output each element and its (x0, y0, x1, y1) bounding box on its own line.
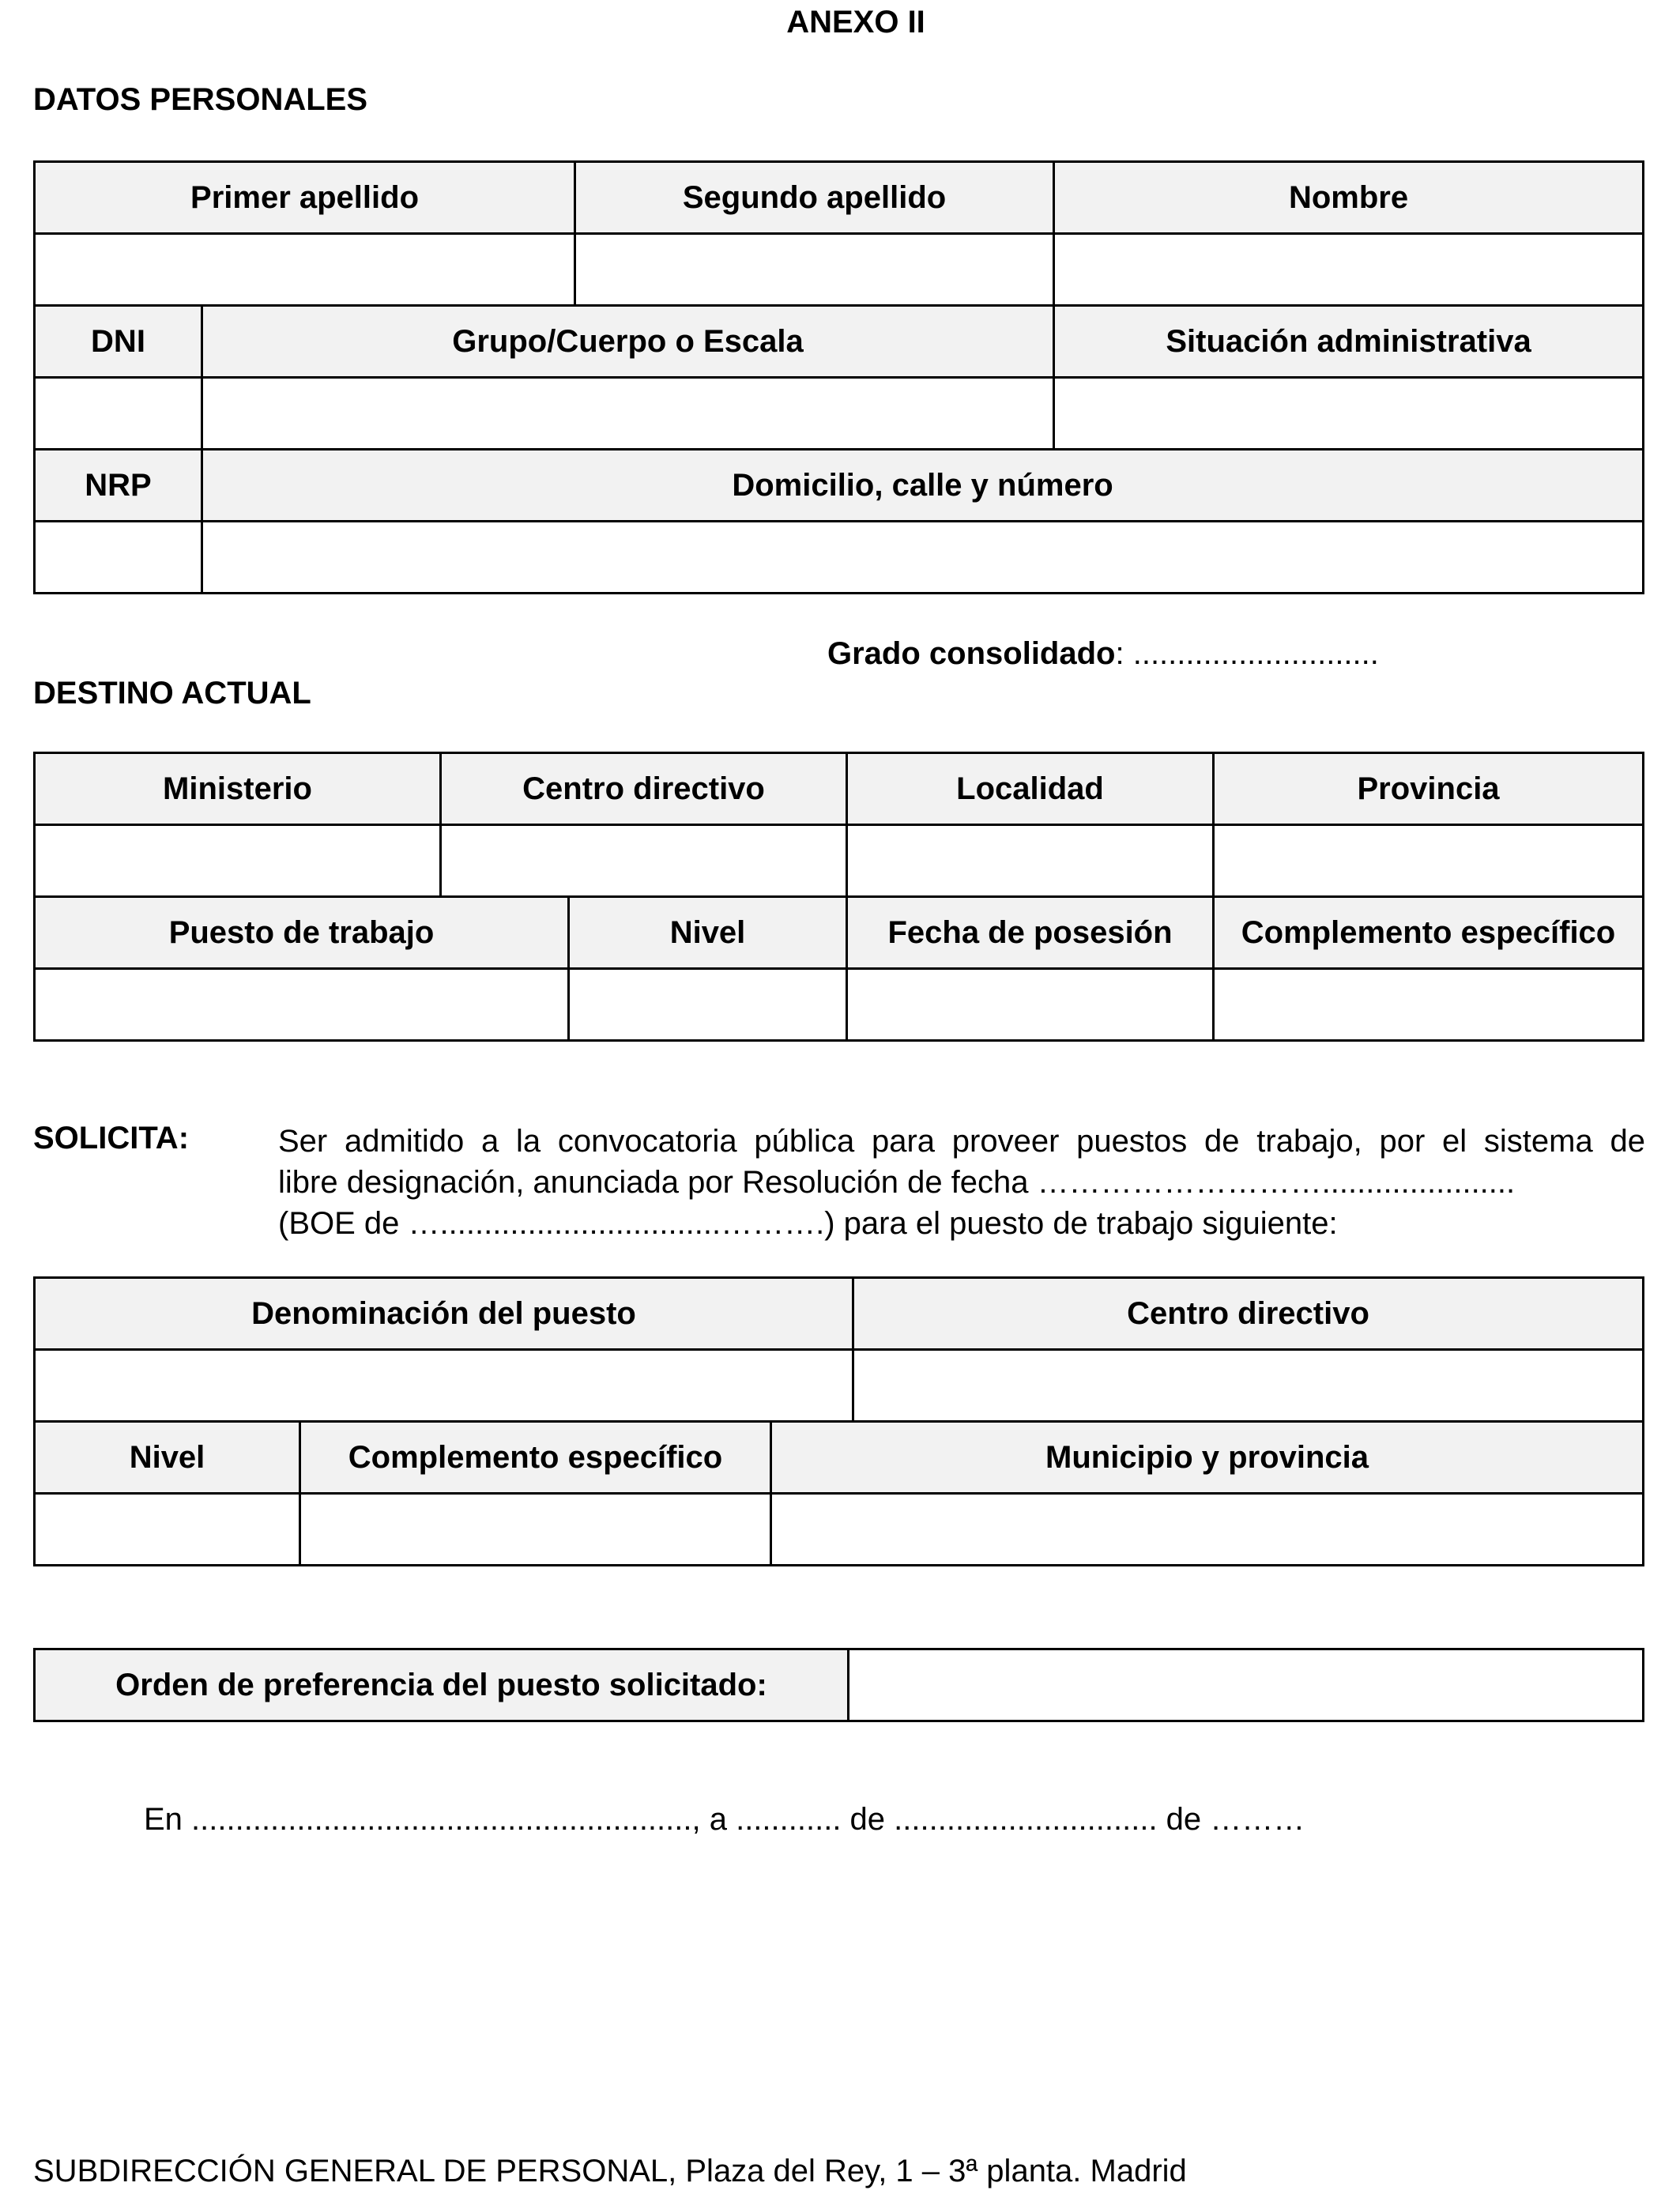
header-nombre: Nombre (1054, 162, 1644, 234)
header-denominacion-del-puesto: Denominación del puesto (35, 1278, 853, 1350)
destino-actual-table (33, 752, 1644, 1042)
dni-field[interactable] (35, 378, 202, 450)
nrp-field[interactable] (35, 522, 202, 594)
header-situacion-administrativa: Situación administrativa (1054, 306, 1644, 378)
centro-directivo-field[interactable] (441, 825, 847, 897)
preference-label: Orden de preferencia del puesto solicitado: (35, 1649, 849, 1721)
header-puesto-de-trabajo: Puesto de trabajo (35, 897, 569, 969)
grado-consolidado-label: Grado consolidado (827, 636, 1116, 671)
header-nrp: NRP (35, 450, 202, 522)
header-nivel: Nivel (569, 897, 847, 969)
puesto-solicitado-table (33, 1276, 1644, 1566)
grado-consolidado-field[interactable]: : ............................ (1115, 636, 1379, 671)
personal-data-heading: DATOS PERSONALES (33, 82, 368, 117)
annex-title: ANEXO II (786, 5, 925, 40)
header-ministerio: Ministerio (35, 753, 441, 825)
place-date-line[interactable]: En ........................................................., a ............ de .............................. de ……… (144, 1802, 1305, 1837)
solicita-line: libre designación, anunciada por Resolución de fecha ………………………...................... (278, 1165, 1516, 1200)
nivel-field[interactable] (569, 969, 847, 1041)
header-centro-directivo-puesto: Centro directivo (853, 1278, 1644, 1350)
header-complemento-especifico-puesto: Complemento específico (300, 1422, 771, 1494)
preference-table (33, 1648, 1644, 1722)
header-fecha-de-posesion: Fecha de posesión (847, 897, 1214, 969)
nivel-puesto-field[interactable] (35, 1494, 300, 1566)
header-centro-directivo: Centro directivo (441, 753, 847, 825)
denominacion-del-puesto-field[interactable] (35, 1350, 853, 1422)
solicita-text (278, 1121, 1645, 1244)
complemento-especifico-puesto-field[interactable] (300, 1494, 771, 1566)
header-provincia: Provincia (1214, 753, 1644, 825)
ministerio-field[interactable] (35, 825, 441, 897)
puesto-de-trabajo-field[interactable] (35, 969, 569, 1041)
complemento-especifico-field[interactable] (1214, 969, 1644, 1041)
domicilio-field[interactable] (202, 522, 1644, 594)
segundo-apellido-field[interactable] (575, 234, 1054, 306)
solicita-line: Ser admitido a la convocatoria pública para proveer puestos de trabajo, por el sistema de (278, 1124, 1645, 1159)
destino-actual-heading: DESTINO ACTUAL (33, 676, 311, 711)
solicita-label: SOLICITA: (33, 1121, 190, 1155)
header-grupo-cuerpo-escala: Grupo/Cuerpo o Escala (202, 306, 1054, 378)
header-domicilio: Domicilio, calle y número (202, 450, 1644, 522)
header-nivel-puesto: Nivel (35, 1422, 300, 1494)
centro-directivo-puesto-field[interactable] (853, 1350, 1644, 1422)
solicita-line: (BOE de …................................……….) para el puesto de trabajo siguiente: (278, 1206, 1338, 1241)
grupo-cuerpo-escala-field[interactable] (202, 378, 1054, 450)
header-primer-apellido: Primer apellido (35, 162, 575, 234)
primer-apellido-field[interactable] (35, 234, 575, 306)
municipio-y-provincia-field[interactable] (771, 1494, 1644, 1566)
header-municipio-y-provincia: Municipio y provincia (771, 1422, 1644, 1494)
preference-field[interactable] (849, 1649, 1644, 1721)
header-localidad: Localidad (847, 753, 1214, 825)
grado-consolidado-line (827, 636, 1379, 672)
provincia-field[interactable] (1214, 825, 1644, 897)
header-complemento-especifico: Complemento específico (1214, 897, 1644, 969)
header-segundo-apellido: Segundo apellido (575, 162, 1054, 234)
header-dni: DNI (35, 306, 202, 378)
situacion-administrativa-field[interactable] (1054, 378, 1644, 450)
fecha-de-posesion-field[interactable] (847, 969, 1214, 1041)
localidad-field[interactable] (847, 825, 1214, 897)
nombre-field[interactable] (1054, 234, 1644, 306)
personal-data-table (33, 160, 1644, 594)
footer-address: SUBDIRECCIÓN GENERAL DE PERSONAL, Plaza del Rey, 1 – 3ª planta. Madrid (33, 2154, 1187, 2188)
